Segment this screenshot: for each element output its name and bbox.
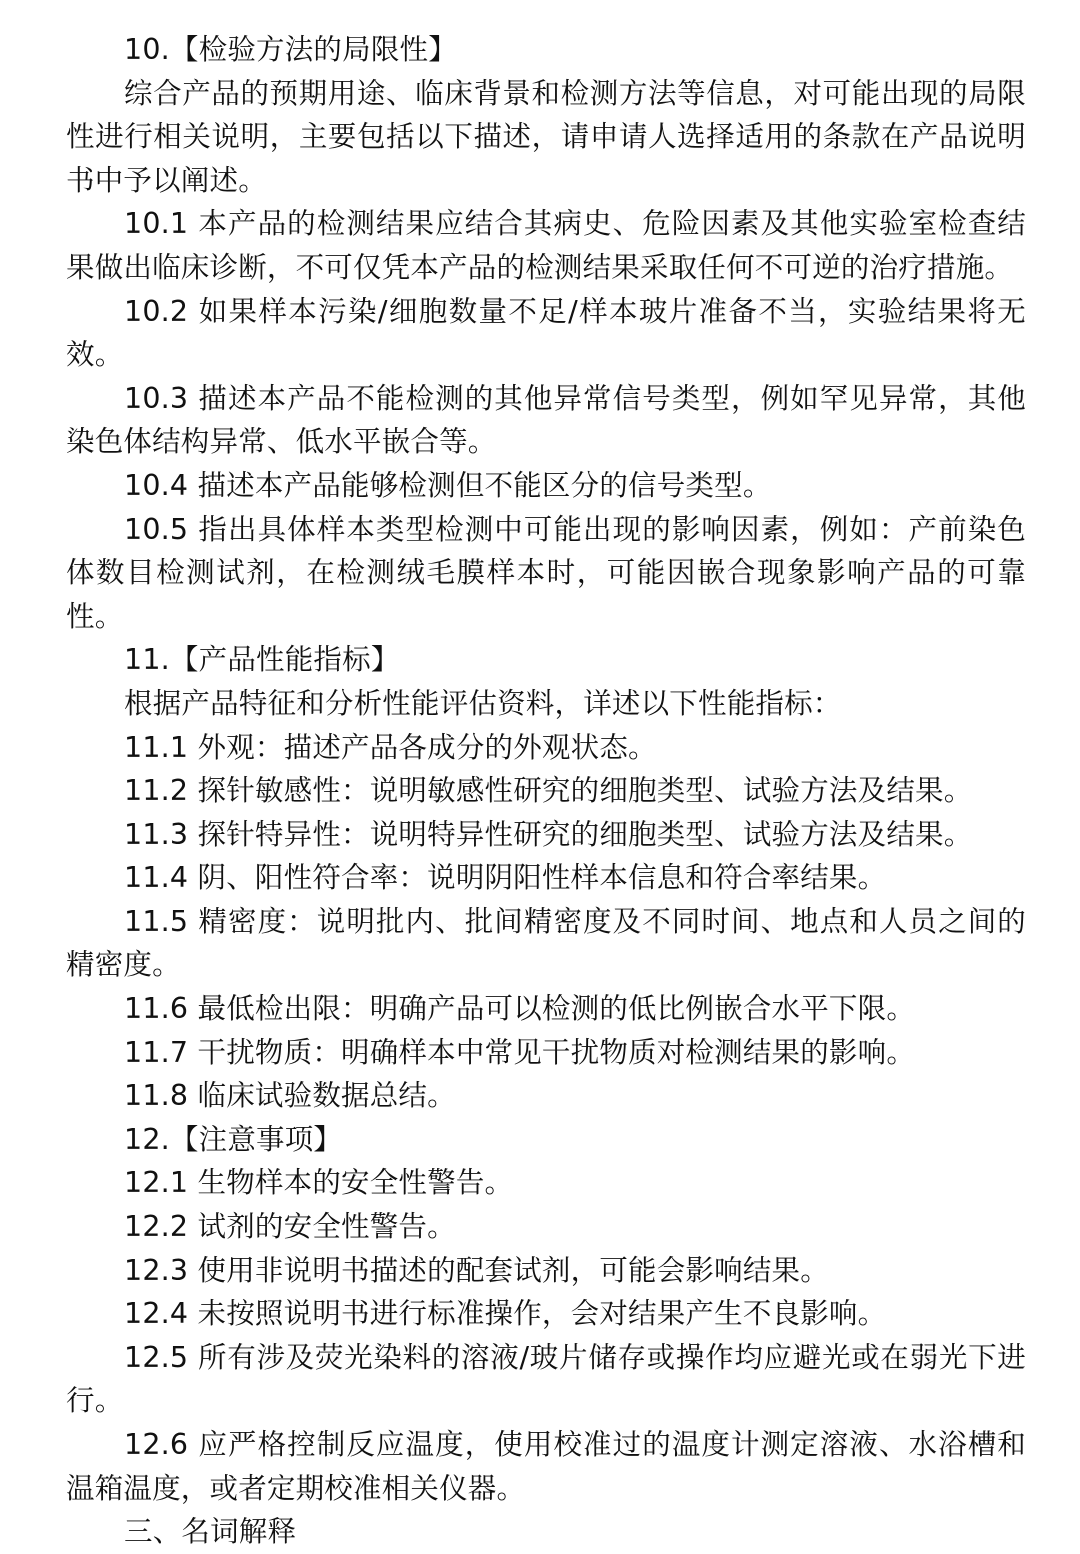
document-body: [66, 28, 1026, 1554]
paragraph-11-intro: 根据产品特征和分析性能评估资料，详述以下性能指标：: [124, 686, 842, 720]
section-heading-10: 10.【检验方法的局限性】: [124, 33, 457, 66]
section-heading-12: 12.【注意事项】: [124, 1122, 343, 1156]
section-heading-3: 三、名词解释: [124, 1515, 297, 1549]
clause-11-2: 11.2 探针敏感性：说明敏感性研究的细胞类型、试验方法及结果。: [124, 774, 973, 808]
clause-10-2: 10.2 如果样本污染/细胞数量不足/样本玻片准备不当，实验结果将无效。: [66, 294, 1026, 372]
clause-11-7: 11.7 干扰物质：明确样本中常见干扰物质对检测结果的影响。: [124, 1035, 916, 1069]
paragraph-10-intro: 综合产品的预期用途、临床背景和检测方法等信息，对可能出现的局限性进行相关说明，主要包括以下描述，请申请人选择适用的条款在产品说明书中予以阐述。: [66, 76, 1026, 197]
clause-12-5: 12.5 所有涉及荧光染料的溶液/玻片储存或操作均应避光或在弱光下进行。: [66, 1340, 1026, 1418]
clause-11-5: 11.5 精密度：说明批内、批间精密度及不同时间、地点和人员之间的精密度。: [66, 904, 1026, 982]
clause-10-1: 10.1 本产品的检测结果应结合其病史、危险因素及其他实验室检查结果做出临床诊断，不可仅凭本产品的检测结果采取任何不可逆的治疗措施。: [66, 207, 1026, 284]
clause-12-2: 12.2 试剂的安全性警告。: [124, 1210, 456, 1244]
clause-11-3: 11.3 探针特异性：说明特异性研究的细胞类型、试验方法及结果。: [124, 817, 973, 851]
clause-11-8: 11.8 临床试验数据总结。: [124, 1079, 456, 1113]
clause-11-4: 11.4 阴、阳性符合率：说明阴阳性样本信息和符合率结果。: [124, 861, 887, 895]
section-heading-11: 11.【产品性能指标】: [124, 643, 400, 677]
clause-10-4: 10.4 描述本产品能够检测但不能区分的信号类型。: [124, 468, 772, 502]
clause-11-1: 11.1 外观：描述产品各成分的外观状态。: [124, 730, 657, 764]
clause-12-3: 12.3 使用非说明书描述的配套试剂，可能会影响结果。: [124, 1253, 829, 1287]
clause-12-1: 12.1 生物样本的安全性警告。: [124, 1166, 514, 1200]
clause-10-3: 10.3 描述本产品不能检测的其他异常信号类型，例如罕见异常，其他染色体结构异常、低水平嵌合等。: [66, 381, 1026, 459]
clause-12-6: 12.6 应严格控制反应温度，使用校准过的温度计测定溶液、水浴槽和温箱温度，或者定期校准相关仪器。: [66, 1428, 1026, 1505]
clause-12-4: 12.4 未按照说明书进行标准操作，会对结果产生不良影响。: [124, 1297, 887, 1331]
clause-11-6: 11.6 最低检出限：明确产品可以检测的低比例嵌合水平下限。: [124, 992, 916, 1026]
clause-10-5: 10.5 指出具体样本类型检测中可能出现的影响因素，例如：产前染色体数目检测试剂，在检测绒毛膜样本时，可能因嵌合现象影响产品的可靠性。: [66, 512, 1026, 633]
